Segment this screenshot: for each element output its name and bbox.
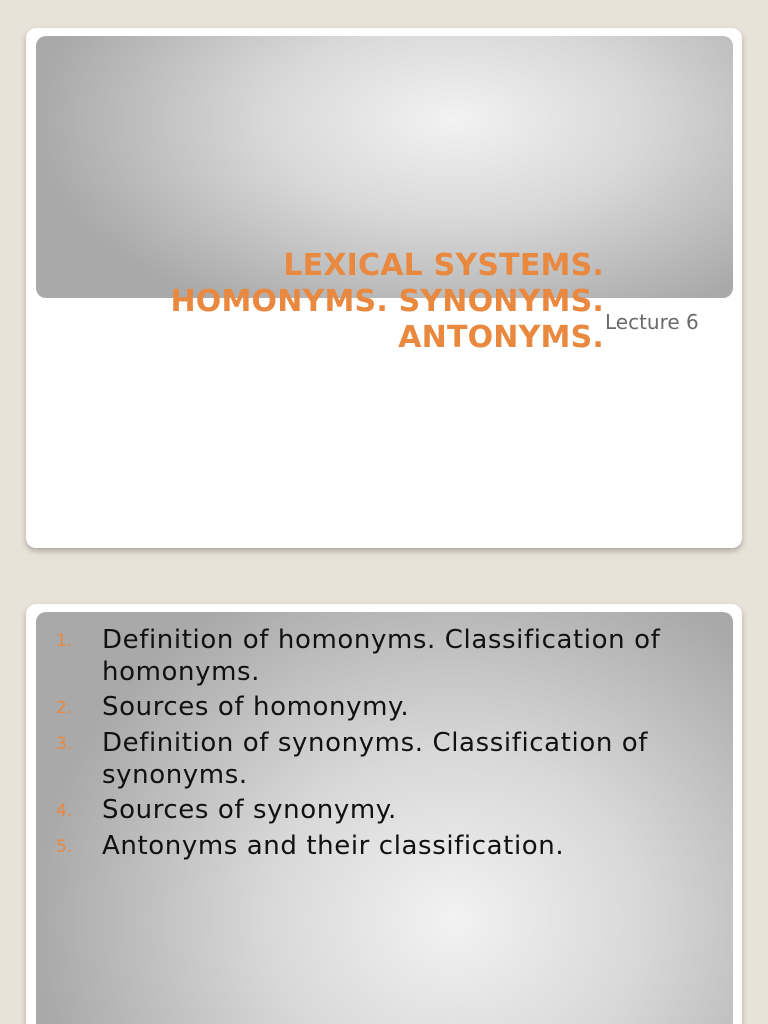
item-text: Sources of synonymy. xyxy=(102,795,397,825)
item-number: 5. xyxy=(56,837,73,857)
item-number: 3. xyxy=(56,734,73,754)
item-text: Sources of homonymy. xyxy=(102,692,410,722)
title-line: HOMONYMS. SYNONYMS. xyxy=(170,284,604,319)
item-number: 4. xyxy=(56,801,73,821)
title-slide xyxy=(26,28,742,548)
agenda-list xyxy=(56,624,726,866)
item-number: 2. xyxy=(56,698,73,718)
title-line: LEXICAL SYSTEMS. xyxy=(283,248,604,283)
list-item xyxy=(56,624,726,688)
slide-title xyxy=(170,248,604,356)
item-number: 1. xyxy=(56,631,73,651)
agenda-slide xyxy=(26,604,742,1024)
slide-subtitle: Lecture 6 xyxy=(605,310,699,334)
item-text: Definition of homonyms. Classification of homonyms. xyxy=(102,625,661,687)
list-item xyxy=(56,794,726,827)
item-text: Definition of synonyms. Classification of synonyms. xyxy=(102,728,649,790)
title-line: ANTONYMS. xyxy=(398,320,604,355)
list-item xyxy=(56,691,726,724)
list-item xyxy=(56,727,726,791)
item-text: Antonyms and their classification. xyxy=(102,831,565,861)
list-item xyxy=(56,830,726,863)
